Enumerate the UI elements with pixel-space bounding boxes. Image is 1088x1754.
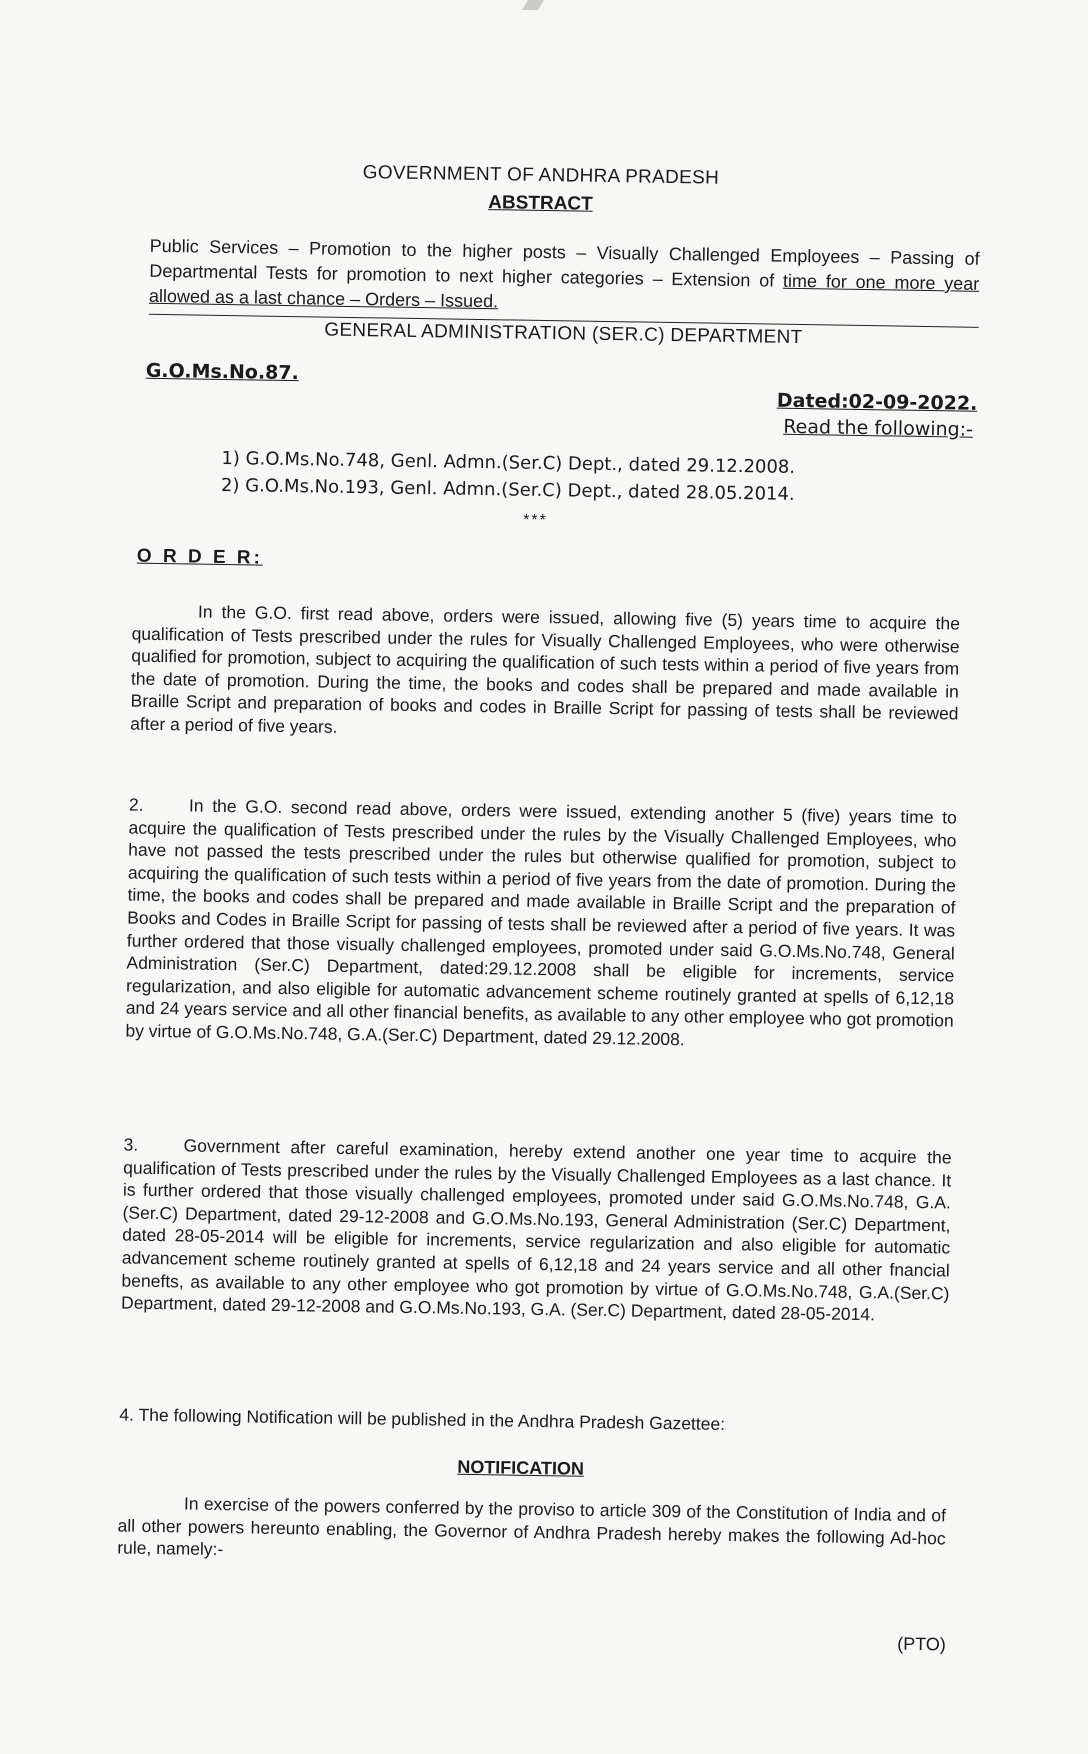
reference-list: [221, 445, 795, 508]
paragraph-text: In the G.O. second read above, orders were issued, extending another 5 (five) years time to acquire the qualification of Tests prescribed under the rules by the Visually Challenged Employees, who have not passed the tests prescribed under the rules but otherwise qualified for promotion, subject to acquiring the qualification of such tests within a period of five years from the date of promotion. During the time, the books and codes shall be prepared and made available in Braille Script and the preparation of Books and Codes in Braille Script for passing of tests shall be reviewed after a period of five years. It was further ordered that those visually challenged employees, promoted under said G.O.Ms.No.748, General Administration (Ser.C) Department, dated:29.12.2008 shall be eligible for increments, service regularization, and also eligible for automatic advancement scheme routinely granted at spells of 6,12,18 and 24 years service and all other financial benefits, as available to any other employee who got promotion by virtue of G.O.Ms.No.748, G.A.(Ser.C) Department, dated 29.12.2008.: [125, 795, 958, 1050]
government-title: GOVERNMENT OF ANDHRA PRADESH: [362, 162, 720, 189]
order-paragraph-4: 4. The following Notification will be published in the Andhra Pradesh Gazettee:: [119, 1404, 726, 1434]
paragraph-number: 3.: [123, 1134, 139, 1155]
order-paragraph-2: [125, 794, 957, 1056]
order-paragraph-3: [121, 1133, 952, 1327]
subject-line-2: time for one more year allowed as a last chance – Orders – Issued.: [148, 270, 980, 312]
order-paragraph-1: In the G.O. first read above, orders were issued, allowing five (5) years time to acquire the qualification of Tests prescribed under the rules for Visually Challenged Employees, who were otherwise qualified for promotion, subject to acquiring the qualification of such tests within a period of five years from the date of promotion. During the time, the books and codes shall be prepared and made available in Braille Script and preparation of books and codes in Braille Script for passing of tests shall be reviewed after a period of five years.: [130, 601, 961, 737]
subject-line-1: Public Services – Promotion to the higher posts – Visually Challenged Employees – Passing of Departmental Tests for promotion to next higher categories – Extension of: [149, 235, 980, 291]
order-heading: O R D E R:: [136, 545, 264, 569]
read-following-label: Read the following:-: [783, 415, 974, 441]
paragraph-text: Government after careful examination, hereby extend another one year time to acquire the qualification of Tests prescribed under the rules by the Visually Challenged Employees as a last chance. It is further ordered that those visually challenged employees, promoted under said G.O.Ms.No.748, G.A. (Ser.C) Department, dated 29-12-2008 and G.O.Ms.No.193, General Administration (Ser.C) Department, dated 28-05-2014 will be eligible for increments, service regularization and also eligible for automatic advancement scheme routinely granted at spells of 6,12,18 and 24 years service and all other fnancial benefts, as available to any other employee who got promotion by virtue of G.O.Ms.No.748, G.A.(Ser.C) Department, dated 29-12-2008 and G.O.Ms.No.193, G.A. (Ser.C) Department, dated 28-05-2014.: [120, 1135, 952, 1325]
pto-label: (PTO): [897, 1633, 947, 1655]
notification-text: In exercise of the powers conferred by the proviso to article 309 of the Constitution of India and of all other powers hereunto enabling, the Governor of Andhra Pradesh hereby makes the following Ad-hoc rule, namely:-: [117, 1493, 947, 1560]
subject-text: [149, 234, 980, 322]
go-date: Dated:02-09-2022.: [776, 389, 978, 415]
reference-item: 1) G.O.Ms.No.748, Genl. Admn.(Ser.C) Dept., dated 29.12.2008.: [221, 447, 796, 478]
department-name: GENERAL ADMINISTRATION (SER.C) DEPARTMENT: [148, 314, 978, 352]
paragraph-number: 2.: [128, 794, 144, 815]
reference-item: 2) G.O.Ms.No.193, Genl. Admn.(Ser.C) Dept., dated 28.05.2014.: [220, 474, 795, 505]
notification-heading: NOTIFICATION: [457, 1456, 585, 1479]
abstract-label: ABSTRACT: [488, 192, 593, 215]
go-number: G.O.Ms.No.87.: [145, 359, 299, 385]
separator-stars: ***: [523, 511, 548, 530]
